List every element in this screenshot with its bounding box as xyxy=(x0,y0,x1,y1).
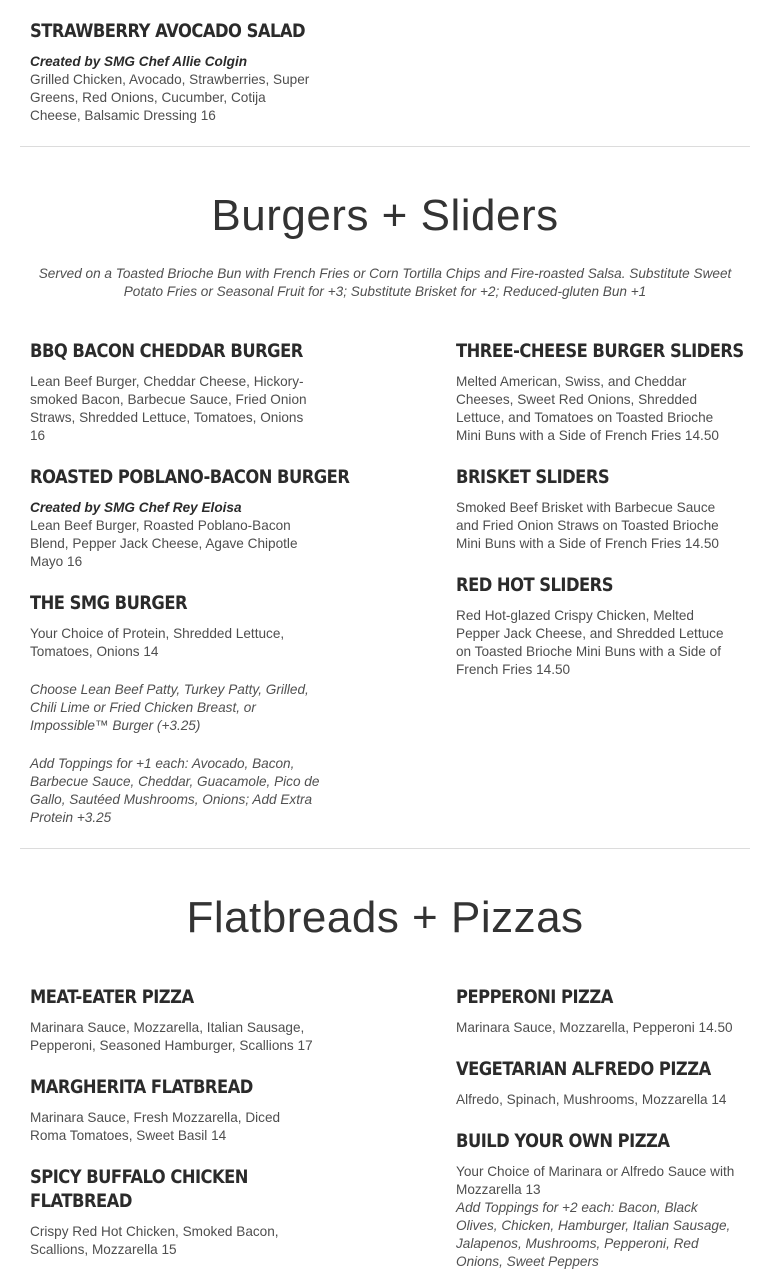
item-note-toppings: Add Toppings for +2 each: Bacon, Black Olives, Chicken, Hamburger, Italian Sausage, Jalapenos, Mushrooms, Pepperoni, Red Onions, Sweet Peppers xyxy=(456,1200,731,1269)
item-title-three-cheese-burger-sliders: THREE-CHEESE BURGER SLIDERS xyxy=(456,340,744,362)
section-intro-burgers: Served on a Toasted Brioche Bun with French Fries or Corn Tortilla Chips and Fire-roasted Salsa. Substitute Sweet Potato Fries or Seasonal Fruit for +3; Substitute Brisket for +2; Reduced-gluten Bun +1 xyxy=(38,266,732,299)
item-title-vegetarian-alfredo-pizza: VEGETARIAN ALFREDO PIZZA xyxy=(456,1058,711,1080)
item-title-red-hot-sliders: RED HOT SLIDERS xyxy=(456,574,614,596)
item-description: Marinara Sauce, Fresh Mozzarella, Diced Roma Tomatoes, Sweet Basil 14 xyxy=(30,1110,281,1143)
item-description: Smoked Beef Brisket with Barbecue Sauce and Fried Onion Straws on Toasted Brioche Mini Buns with a Side of French Fries 14.50 xyxy=(456,500,719,551)
item-description: Marinara Sauce, Mozzarella, Italian Sausage, Pepperoni, Seasoned Hamburger, Scallions 17 xyxy=(30,1020,313,1053)
item-title-brisket-sliders: BRISKET SLIDERS xyxy=(456,466,610,488)
section-heading-burgers: Burgers + Sliders xyxy=(211,191,559,240)
section-divider xyxy=(20,848,750,849)
item-description: Lean Beef Burger, Cheddar Cheese, Hickory-smoked Bacon, Barbecue Sauce, Fried Onion Straws, Shredded Lettuce, Tomatoes, Onions 16 xyxy=(30,374,307,443)
item-description: Grilled Chicken, Avocado, Strawberries, Super Greens, Red Onions, Cucumber, Cotija Cheese, Balsamic Dressing 16 xyxy=(30,72,310,123)
item-title-bbq-bacon-cheddar-burger: BBQ BACON CHEDDAR BURGER xyxy=(30,340,303,362)
item-creator: Created by SMG Chef Allie Colgin xyxy=(30,54,248,69)
item-description: Marinara Sauce, Mozzarella, Pepperoni 14.50 xyxy=(456,1020,733,1035)
item-description: Your Choice of Protein, Shredded Lettuce, Tomatoes, Onions 14 xyxy=(30,626,285,659)
item-title-the-smg-burger: THE SMG BURGER xyxy=(30,592,188,614)
item-title-roasted-poblano-bacon-burger: ROASTED POBLANO-BACON BURGER xyxy=(30,466,350,488)
item-note-toppings: Add Toppings for +1 each: Avocado, Bacon, Barbecue Sauce, Cheddar, Guacamole, Pico de Gallo, Sautéed Mushrooms, Onions; Add Extra Protein +3.25 xyxy=(30,756,320,825)
item-note-protein-choice: Choose Lean Beef Patty, Turkey Patty, Grilled, Chili Lime or Fried Chicken Breast, or Impossible™ Burger (+3.25) xyxy=(30,682,309,733)
item-description: Your Choice of Marinara or Alfredo Sauce with Mozzarella 13 xyxy=(456,1164,735,1197)
section-heading-pizzas: Flatbreads + Pizzas xyxy=(186,893,584,942)
item-creator: Created by SMG Chef Rey Eloisa xyxy=(30,500,242,515)
item-title-meat-eater-pizza: MEAT-EATER PIZZA xyxy=(30,986,194,1008)
item-title-spicy-buffalo-chicken-flatbread: SPICY BUFFALO CHICKEN FLATBREAD xyxy=(30,1166,248,1212)
item-title-pepperoni-pizza: PEPPERONI PIZZA xyxy=(456,986,613,1008)
item-description: Lean Beef Burger, Roasted Poblano-Bacon Blend, Pepper Jack Cheese, Agave Chipotle Mayo 16 xyxy=(30,518,298,569)
item-title-strawberry-avocado-salad: STRAWBERRY AVOCADO SALAD xyxy=(30,20,306,42)
item-description: Red Hot-glazed Crispy Chicken, Melted Pepper Jack Cheese, and Shredded Lettuce on Toasted Brioche Mini Buns with a Side of French Fries 14.50 xyxy=(456,608,724,677)
item-description: Crispy Red Hot Chicken, Smoked Bacon, Scallions, Mozzarella 15 xyxy=(30,1224,279,1257)
item-title-build-your-own-pizza: BUILD YOUR OWN PIZZA xyxy=(456,1130,670,1152)
item-description: Melted American, Swiss, and Cheddar Cheeses, Sweet Red Onions, Shredded Lettuce, and Tomatoes on Toasted Brioche Mini Buns with a Side of French Fries 14.50 xyxy=(456,374,719,443)
item-title-margherita-flatbread: MARGHERITA FLATBREAD xyxy=(30,1076,253,1098)
item-description: Alfredo, Spinach, Mushrooms, Mozzarella 14 xyxy=(456,1092,727,1107)
section-divider xyxy=(20,146,750,147)
